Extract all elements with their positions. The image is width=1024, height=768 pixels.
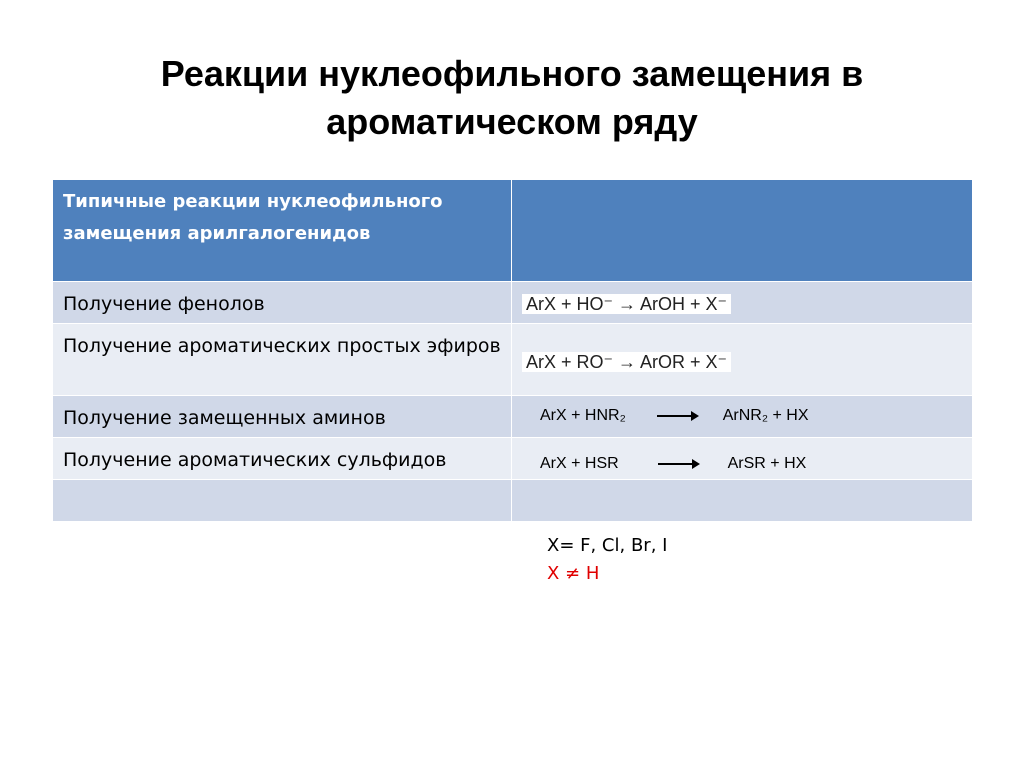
- reactions-table: [52, 179, 973, 522]
- reaction-equation: [540, 406, 962, 426]
- halogen-list: X= F, Cl, Br, I: [547, 535, 668, 556]
- reaction-equation: [540, 454, 962, 474]
- reaction-reactants: ArX + HSR: [540, 455, 619, 472]
- row-label: Получение ароматических простых эфиров: [53, 324, 512, 396]
- halogen-notes: [547, 532, 667, 588]
- table-row: [53, 324, 973, 396]
- reaction-equation: ArX + RO⁻ → ArOR + X⁻: [522, 352, 731, 372]
- row-label: Получение фенолов: [53, 282, 512, 324]
- row-equation-cell: [512, 396, 973, 438]
- empty-cell: [53, 480, 512, 522]
- row-equation-cell: [512, 438, 973, 480]
- table-header-row: [53, 180, 973, 282]
- row-label: Получение ароматических сульфидов: [53, 438, 512, 480]
- table-row: [53, 438, 973, 480]
- header-cell-reactions: Типичные реакции нуклеофильного замещения арилгалогенидов: [53, 180, 512, 282]
- row-equation-cell: [512, 282, 973, 324]
- row-label: Получение замещенных аминов: [53, 396, 512, 438]
- reaction-equation: ArX + HO⁻ → ArOH + X⁻: [522, 294, 731, 314]
- reaction-arrow-icon: [657, 415, 693, 417]
- reaction-arrow-icon: [658, 463, 694, 465]
- table-row: [53, 396, 973, 438]
- reaction-products: ArSR + HX: [727, 455, 807, 472]
- empty-cell: [512, 480, 973, 522]
- reaction-reactants: ArX + HNR₂: [540, 407, 626, 424]
- slide-title: Реакции нуклеофильного замещения в ароматическом ряду: [160, 53, 864, 142]
- table-row-empty: [53, 480, 973, 522]
- x-not-hydrogen-note: X ≠ H: [547, 563, 600, 584]
- table-row: [53, 282, 973, 324]
- reaction-products: ArNR₂ + HX: [722, 407, 809, 424]
- header-cell-empty: [512, 180, 973, 282]
- row-equation-cell: [512, 324, 973, 396]
